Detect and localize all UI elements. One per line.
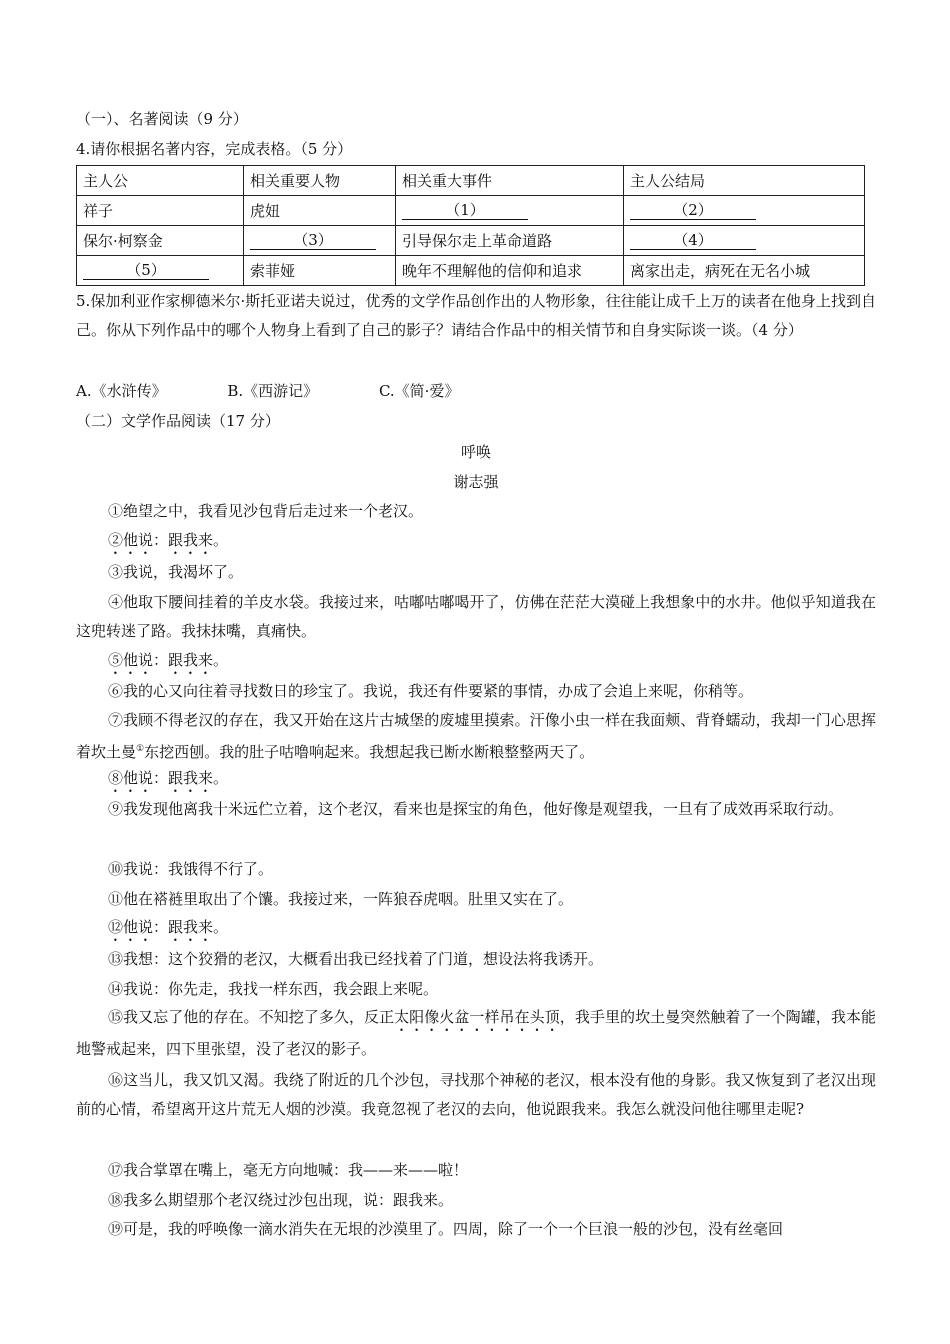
paragraph-8-text: ⑧他说：跟我来。	[108, 769, 229, 787]
question-5: 5.保加利亚作家柳德米尔·斯托亚诺夫说过，优秀的文学作品创作出的人物形象，往往能让成千上万的读者在他身上找到自己。你从下列作品中的哪个人物身上看到了自己的影子？请结合作品中的相关情节和自身实际谈一谈。（4 分）	[76, 292, 876, 339]
paragraph-5	[76, 646, 876, 678]
question-5-options	[76, 381, 515, 401]
paragraph-6: ⑥我的心又向往着寻找数日的珍宝了。我说，我还有件要紧的事情，办成了会追上来呢，你稍等。	[108, 682, 754, 700]
paragraph-2-text: ②他说：跟我来。	[108, 531, 229, 549]
header-related-person: 相关重要人物	[244, 166, 396, 196]
section2-title: （二）文学作品阅读（17 分）	[76, 412, 280, 430]
paragraph-18: ⑱我多么期望那个老汉绕过沙包出现，说：跟我来。	[108, 1191, 454, 1209]
paragraph-1: ①绝望之中，我看见沙包背后走过来一个老汉。	[108, 502, 424, 520]
paragraph-14: ⑭我说：你先走，我找一样东西，我会跟上来呢。	[108, 980, 439, 998]
table-cell: 晚年不理解他的信仰和追求	[396, 256, 624, 286]
table-cell	[77, 256, 244, 286]
table-cell: 离家出走，病死在无名小城	[624, 256, 865, 286]
paragraph-4: ④他取下腰间挂着的羊皮水袋。我接过来，咕嘟咕嘟喝开了，仿佛在茫茫大漠碰上我想象中的水井。他似乎知道我在这兜转迷了路。我抹抹嘴，真痛快。	[76, 593, 876, 640]
paragraph-7: ⑦我顾不得老汉的存在，我又开始在这片古城堡的废墟里摸索。汗像小虫一样在我面颊、背脊蠕动，我却一门心思挥着坎土曼①东挖西刨。我的肚子咕噜响起来。我想起我已断水断粮整整两天了。	[76, 711, 876, 761]
paragraph-11: ⑪他在褡裢里取出了个馕。我接过来，一阵狼吞虎咽。肚里又实在了。	[108, 890, 574, 908]
answer-blank-1[interactable]: （1）	[402, 201, 528, 220]
table-cell	[244, 226, 396, 256]
paragraph-9: ⑨我发现他离我十米远伫立着，这个老汉，看来也是探宝的角色，他好像是观望我，一旦有了成效再采取行动。	[108, 800, 844, 818]
table-cell	[396, 196, 624, 226]
table-cell: 索菲娅	[244, 256, 396, 286]
table-cell: 祥子	[77, 196, 244, 226]
header-ending: 主人公结局	[624, 166, 865, 196]
novel-table	[76, 165, 865, 286]
answer-blank-3[interactable]: （3）	[250, 231, 376, 250]
answer-blank-4[interactable]: （4）	[630, 231, 756, 250]
story-title: 呼唤	[460, 443, 491, 461]
header-related-event: 相关重大事件	[396, 166, 624, 196]
table-row	[77, 226, 865, 256]
answer-blank-5[interactable]: （5）	[83, 261, 209, 280]
table-row	[77, 196, 865, 226]
header-protagonist: 主人公	[77, 166, 244, 196]
paragraph-12	[76, 913, 876, 945]
paragraph-15: ⑮我又忘了他的存在。不知挖了多久，反正太阳像火盆一样吊在头顶，我手里的坎土曼突然触着了一个陶罐，我本能地警戒起来，四下里张望，没了老汉的影子。	[76, 1008, 876, 1058]
emphasized-phrase: 太阳像火盆一样吊在头顶	[394, 1008, 560, 1026]
table-row	[77, 256, 865, 286]
table-cell: 保尔·柯察金	[77, 226, 244, 256]
paragraph-2	[76, 526, 876, 558]
paragraph-12-text: ⑫他说：跟我来。	[108, 918, 229, 936]
table-cell: 虎妞	[244, 196, 396, 226]
option-c: C.《简·爱》	[378, 382, 460, 400]
paragraph-8	[76, 764, 876, 796]
question-4: 4.请你根据名著内容，完成表格。（5 分）	[76, 140, 353, 158]
answer-blank-2[interactable]: （2）	[630, 201, 756, 220]
paragraph-16: ⑯这当儿，我又饥又渴。我绕了附近的几个沙包，寻找那个神秘的老汉，根本没有他的身影。我又恢复到了老汉出现前的心情，希望离开这片荒无人烟的沙漠。我竟忽视了老汉的去向，他说跟我来。我怎么就没问他往哪里走呢?	[76, 1071, 876, 1118]
paragraph-3: ③我说，我渴坏了。	[108, 563, 244, 581]
table-cell: 引导保尔走上革命道路	[396, 226, 624, 256]
paragraph-10: ⑩我说：我饿得不行了。	[108, 860, 274, 878]
table-cell	[624, 196, 865, 226]
paragraph-19: ⑲可是，我的呼唤像一滴水消失在无垠的沙漠里了。四周，除了一个一个巨浪一般的沙包，没有丝毫回	[108, 1220, 784, 1238]
table-cell	[624, 226, 865, 256]
option-a: A.《水浒传》	[76, 382, 167, 400]
option-b: B.《西游记》	[227, 382, 319, 400]
paragraph-5-text: ⑤他说：跟我来。	[108, 651, 229, 669]
story-author: 谢志强	[453, 473, 499, 491]
paragraph-13: ⑬我想：这个狡猾的老汉，大概看出我已经找着了门道，想设法将我诱开。	[108, 950, 604, 968]
section1-title: （一）、名著阅读（9 分）	[76, 110, 248, 128]
table-header-row	[77, 166, 865, 196]
footnote-marker: ①	[136, 744, 145, 754]
paragraph-17: ⑰我合掌罩在嘴上，毫无方向地喊：我——来——啦！	[108, 1161, 469, 1179]
